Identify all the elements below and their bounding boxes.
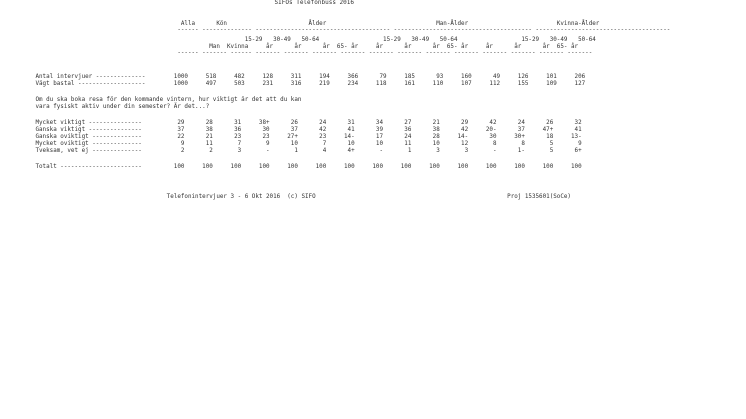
group-rule: ------ -------------- -------------------------------------- --------------------------------------- -------------------------------------- xyxy=(0,27,671,33)
column-header-age: 15-29 30-49 50-64 15-29 30-49 50-64 15-29 30-49 50-64 xyxy=(0,37,596,43)
question-text: Om du ska boka resa för den kommande vintern, hur viktigt är det att du kan xyxy=(0,97,302,103)
table-row-vagt: Vägt bastal ------------------- 1000 497 503 231 316 219 234 118 161 110 107 112 155 109 127 xyxy=(0,81,586,87)
table-row-antal: Antal intervjuer -------------- 1000 518 482 128 311 194 366 79 185 93 160 49 126 101 206 xyxy=(0,74,586,80)
group-header: Alla Kön Ålder Man-Ålder Kvinna-Ålder xyxy=(0,21,600,27)
table-row-total: Totalt ----------------------- 100 100 100 100 100 100 100 100 100 100 100 100 100 100 100 xyxy=(0,164,582,170)
table-row: Mycket oviktigt -------------- 9 11 7 9 10 7 10 10 11 10 12 8 8 5 9 xyxy=(0,141,582,147)
table-row: Mycket viktigt --------------- 29 28 31 38+ 26 24 31 34 27 21 29 42 24 26 32 xyxy=(0,120,582,126)
document-title: SIFOs Telefonbuss 2016 xyxy=(0,0,355,6)
footer-text: Telefonintervjuer 3 - 6 Okt 2016 (c) SIFO Proj 1535601(SoCe) xyxy=(0,194,571,200)
question-text-2: vara fysiskt aktiv under din semester? Är det...? xyxy=(0,104,210,110)
column-rule: ------ ------- ------ ------- ------- ------- ------- ------- ------- ------- ------- ------- ------- ------- ------- xyxy=(0,50,593,56)
table-row: Tveksam, vet ej -------------- 2 2 3 - 1 4 4+ - 1 3 3 - 1- 5 6+ xyxy=(0,148,582,154)
table-row: Ganska viktigt --------------- 37 38 36 30 37 42 41 39 36 38 42 20- 37 47+ 41 xyxy=(0,127,582,133)
table-row: Ganska oviktigt -------------- 22 21 23 23 27+ 23 14- 17 24 28 14- 30 30+ 18 13- xyxy=(0,134,582,140)
column-header-labels: Man Kvinna år år år 65- år år år år 65- år år år år 65- år xyxy=(0,44,579,50)
